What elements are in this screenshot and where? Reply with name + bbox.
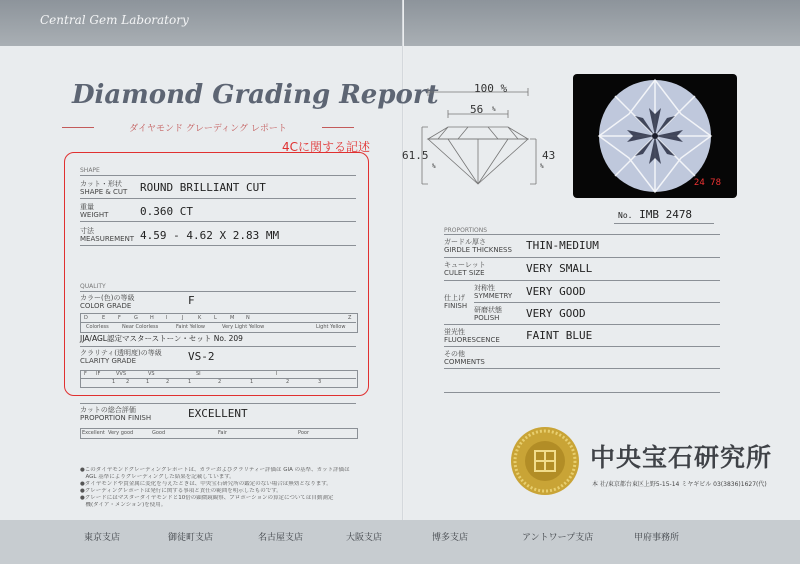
divider: [80, 198, 356, 199]
total-depth-unit: %: [432, 163, 436, 170]
proportion-scale-word: Poor: [298, 430, 310, 436]
divider: [80, 221, 356, 222]
culet-value: VERY SMALL: [526, 262, 593, 275]
divider: [444, 368, 720, 369]
color-scale-letter: E: [102, 315, 106, 321]
company-address: 本 社/東京都台東区上野5-15-14 ミヤギビル 03(3836)1627(代): [592, 481, 767, 488]
note-line: ●グレーディングレポートは発行に関する事項と責任の範囲を明示したものです。: [80, 488, 282, 494]
pavilion-depth-percent: 43: [542, 149, 556, 162]
branch-name: 名古屋支店: [258, 533, 304, 543]
clarity-scale-bottom: 2: [166, 379, 170, 385]
color-scale-letter: K: [198, 315, 202, 321]
lab-name: Central Gem Laboratory: [40, 13, 189, 27]
symmetry-label: 対称性 SYMMETRY: [474, 284, 513, 300]
clarity-scale-bottom: 2: [286, 379, 290, 385]
total-depth-percent: 61.5: [402, 149, 429, 162]
divider: [614, 223, 714, 224]
quality-section-label: QUALITY: [80, 283, 106, 290]
divider: [444, 346, 720, 347]
color-scale-letter: I: [166, 315, 168, 321]
photo-id-digits: 24 78: [693, 178, 721, 188]
color-scale-letter: G: [134, 315, 138, 321]
proportion-scale-word: Excellent: [82, 430, 105, 436]
color-grade-label: カラー(色)の等級 COLOR GRADE: [80, 294, 135, 310]
gold-seal: [509, 425, 581, 497]
company-name: 中央宝石研究所: [590, 443, 773, 472]
pavilion-depth-unit: %: [540, 163, 544, 170]
note-line: 機(ダイア・メンション)を使用。: [80, 502, 167, 508]
color-scale-letter: J: [182, 315, 184, 321]
clarity-scale-bottom: 1: [188, 379, 192, 385]
color-scale-word: Very Light Yellow: [222, 324, 265, 330]
weight-value: 0.360 CT: [140, 205, 193, 218]
clarity-scale-top: IF: [96, 371, 101, 377]
note-line: ●グレードにはマスターダイヤモンドと10倍の顕微鏡観察、プロポーションの算定については自動測定: [80, 495, 334, 501]
divider: [444, 234, 720, 235]
note-line: ●ダイヤモンドや貴金属に変化を与えたときは、中央宝石研究所の鑑定のない場合は無効となります。: [80, 481, 332, 487]
color-scale-word: Colorless: [86, 324, 109, 330]
weight-label: 重量 WEIGHT: [80, 203, 109, 219]
measurement-value: 4.59 - 4.62 X 2.83 MM: [140, 229, 280, 242]
clarity-scale-bottom: 1: [112, 379, 116, 385]
clarity-scale-bottom: 1: [250, 379, 254, 385]
master-stone-set: JJA/AGL認定マスターストーン・セット No. 209: [80, 334, 243, 343]
color-scale-letter: N: [246, 315, 250, 321]
clarity-scale-bottom: 1: [146, 379, 150, 385]
table-width-label: 100 %: [474, 82, 508, 95]
divider: [444, 280, 720, 281]
color-scale-letter: H: [150, 315, 154, 321]
header-bar: [0, 0, 800, 46]
clarity-grade-label: クラリティ(透明度)の等級 CLARITY GRADE: [80, 349, 162, 365]
shape-section-label: SHAPE: [80, 167, 100, 174]
fluorescence-label: 蛍光性 FLUORESCENCE: [444, 328, 500, 344]
symmetry-value: VERY GOOD: [526, 285, 586, 298]
girdle-label: ガードル厚さ GIRDLE THICKNESS: [444, 238, 512, 254]
color-scale-letter: D: [84, 315, 88, 321]
divider: [80, 175, 356, 176]
color-scale: [80, 313, 358, 333]
proportion-scale-word: Very good: [108, 430, 134, 436]
polish-value: VERY GOOD: [526, 307, 586, 320]
note-line: ●このダイヤモンドグレーディングレポートは、カラーおよびクラリティー評価は GIA の基準、カット評価は: [80, 467, 350, 473]
diamond-photo: [573, 74, 737, 198]
culet-label: キューレット CULET SIZE: [444, 261, 486, 277]
color-scale-word: Near Colorless: [122, 324, 159, 330]
certificate-number: No. IMB 2478: [618, 208, 693, 221]
clarity-scale-bottom: 2: [218, 379, 222, 385]
divider: [80, 291, 356, 292]
4c-callout-label: 4Cに関する記述: [282, 140, 371, 154]
branch-name: 東京支店: [84, 533, 121, 543]
clarity-scale-top: I: [276, 371, 278, 377]
divider: [80, 403, 356, 404]
finish-label: 仕上げ FINISH: [444, 294, 468, 310]
divider: [80, 245, 356, 246]
report-subtitle: ダイヤモンド グレーディング レポート: [58, 121, 358, 134]
divider: [444, 392, 720, 393]
shape-value: ROUND BRILLIANT CUT: [140, 181, 266, 194]
divider: [444, 257, 720, 258]
note-line: AGL 基準によりグレーディングした結果を記載しています。: [80, 474, 235, 480]
proportion-finish-label: カットの総合評価 PROPORTION FINISH: [80, 406, 152, 422]
color-scale-letter: F: [118, 315, 121, 321]
table-percent: 56: [470, 103, 484, 116]
fluorescence-value: FAINT BLUE: [526, 329, 593, 342]
proportion-scale-word: Fair: [218, 430, 227, 436]
girdle-value: THIN-MEDIUM: [526, 239, 599, 252]
clarity-scale-bottom: 2: [126, 379, 130, 385]
proportion-finish-value: EXCELLENT: [188, 407, 248, 420]
divider: [444, 324, 720, 325]
branch-name: 甲府事務所: [634, 533, 680, 543]
divider: [474, 302, 720, 303]
clarity-scale-bottom: 3: [318, 379, 322, 385]
clarity-scale-top: F: [84, 371, 87, 377]
color-scale-letter: M: [230, 315, 235, 321]
branch-name: 大阪支店: [346, 533, 383, 543]
shape-label: カット・形状 SHAPE & CUT: [80, 180, 128, 196]
color-scale-letter: Z: [348, 315, 352, 321]
color-scale-letter: L: [214, 315, 217, 321]
branch-name: 博多支店: [432, 533, 469, 543]
clarity-scale-top: SI: [196, 371, 201, 377]
branch-name: 御徒町支店: [168, 533, 214, 543]
report-title: Diamond Grading Report: [72, 80, 439, 110]
clarity-grade-value: VS-2: [188, 350, 215, 363]
polish-label: 研磨状態 POLISH: [474, 306, 502, 322]
color-scale-divider: [80, 322, 356, 323]
comments-label: その他 COMMENTS: [444, 350, 485, 366]
clarity-scale-top: VS: [148, 371, 155, 377]
color-grade-value: F: [188, 294, 195, 307]
measurement-label: 寸法 MEASUREMENT: [80, 227, 135, 243]
color-scale-word: Faint Yellow: [176, 324, 205, 330]
color-scale-word: Light Yellow: [316, 324, 346, 330]
proportions-section-label: PROPORTIONS: [444, 227, 488, 234]
divider: [80, 346, 356, 347]
branch-name: アントワープ支店: [522, 533, 594, 543]
proportion-scale-word: Good: [152, 430, 166, 436]
clarity-scale-top: VVS: [116, 371, 127, 377]
table-percent-unit: %: [492, 106, 496, 113]
disclaimer-notes: [80, 467, 410, 509]
